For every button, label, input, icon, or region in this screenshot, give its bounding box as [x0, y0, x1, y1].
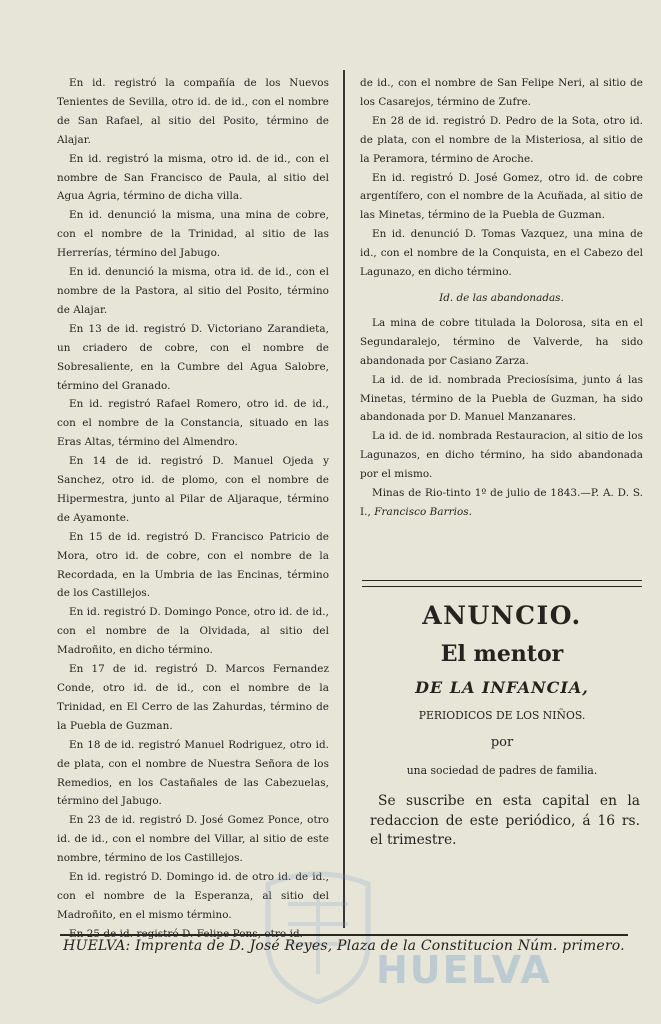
abandoned-mines-heading: Id. de las abandonadas.	[439, 291, 564, 304]
mine-registry-entry: En id. denunció la misma, otra id. de id., con el nombre de la Pastora, al sitio del Posito, término de Alajar.	[57, 266, 329, 316]
ad-society: una sociedad de padres de familia.	[406, 764, 598, 777]
mine-registry-entry: En id. registró la misma, otro id. de id., con el nombre de San Francisco de Paula, al sitio del Agua Agria, término de dicha villa.	[57, 152, 329, 203]
ad-title: El mentor	[440, 641, 564, 667]
ad-description: PERIODICOS DE LOS NIÑOS.	[418, 709, 586, 722]
signature: Francisco Barrios.	[374, 505, 473, 518]
closing-text: Minas de Rio-tinto 1º de julio de 1843.—P. A. D. S. I.,	[360, 487, 643, 518]
mine-registry-entry: En id. registró Rafael Romero, otro id. de id., con el nombre de la Constancia, situado en las Eras Altas, término del Almendro.	[57, 398, 329, 449]
printer-imprint: HUELVA: Imprenta de D. José Reyes, Plaza de la Constitucion Núm. primero.	[63, 938, 625, 954]
mine-registry-entry: En id. registró la compañía de los Nuevos Tenientes de Sevilla, otro id. de id., con el nombre de San Rafael, al sitio del Posito, término de Alajar.	[57, 77, 329, 146]
section-divider	[362, 580, 642, 587]
left-column	[57, 74, 329, 944]
abandoned-mine-entry: La id. de id. nombrada Restauracion, al sitio de los Lagunazos, en dicho término, ha sido abandonada por el mismo.	[360, 430, 643, 481]
mine-registry-entry: En 14 de id. registró D. Manuel Ojeda y Sanchez, otro id. de plomo, con el nombre de Hipermestra, junto al Pilar de Aljaraque, término de Ayamonte.	[57, 455, 329, 524]
mine-registry-entry: En 23 de id. registró D. José Gomez Ponce, otro id. de id., con el nombre del Villar, al sitio de este nombre, término de los Castillejos.	[57, 814, 329, 865]
closing-dateline	[360, 484, 643, 522]
ad-body: Se suscribe en esta capital en la redaccion de este periódico, á 16 rs. el trimestre.	[370, 793, 640, 848]
continued-entry: de id., con el nombre de San Felipe Neri, al sitio de los Casarejos, término de Zufre.	[360, 77, 643, 108]
ad-subtitle: DE LA INFANCIA,	[415, 678, 589, 697]
mine-registry-entry: En id. registró D. José Gomez, otro id. de cobre argentífero, con el nombre de la Acuñada, al sitio de las Minetas, término de la Puebla de Guzman.	[360, 171, 643, 222]
advertisement	[362, 596, 642, 851]
ad-por: por	[490, 735, 514, 750]
column-divider	[343, 70, 345, 928]
mine-registry-entry: En id. denunció la misma, una mina de cobre, con el nombre de la Trinidad, al sitio de las Herrerías, término del Jabugo.	[57, 209, 329, 260]
mine-registry-entry: En id. registró D. Domingo Ponce, otro id. de id., con el nombre de la Olvidada, al sitio del Madroñito, en dicho término.	[57, 606, 329, 657]
abandoned-mine-entry: La id. de id. nombrada Preciosísima, junto á las Minetas, término de la Puebla de Guzman, ha sido abandonada por D. Manuel Manzanares.	[360, 373, 643, 424]
ad-heading: ANUNCIO.	[422, 601, 582, 630]
mine-registry-entry: En 13 de id. registró D. Victoriano Zarandieta, un criadero de cobre, con el nombre de Sobresaliente, en la Cumbre del Agua Salobre, término del Granado.	[57, 322, 329, 392]
abandoned-mine-entry: La mina de cobre titulada la Dolorosa, sita en el Segundaralejo, término de Valverde, ha sido abandonada por Casiano Zarza.	[360, 316, 643, 367]
mine-registry-entry: En id. denunció D. Tomas Vazquez, una mina de id., con el nombre de la Conquista, en el Cabezo del Lagunazo, en dicho término.	[360, 228, 643, 279]
mine-registry-entry: En 28 de id. registró D. Pedro de la Sota, otro id. de plata, con el nombre de la Misteriosa, al sitio de la Peramora, término de Aroche.	[360, 114, 643, 165]
mine-registry-entry: En id. registró D. Domingo id. de otro id. de id., con el nombre de la Esperanza, al sitio del Madroñito, en el mismo término.	[57, 871, 329, 921]
mine-registry-entry: En 17 de id. registró D. Marcos Fernandez Conde, otro id. de id., con el nombre de la Trinidad, en El Cerro de las Zahurdas, término de la Puebla de Guzman.	[57, 663, 329, 732]
right-column	[360, 74, 643, 522]
watermark-text: HUELVA	[376, 948, 552, 992]
mine-registry-entry: En 15 de id. registró D. Francisco Patricio de Mora, otro id. de cobre, con el nombre de la Recordada, en la Umbria de las Encinas, término de los Castillejos.	[57, 530, 329, 600]
mine-registry-entry: En 18 de id. registró Manuel Rodriguez, otro id. de plata, con el nombre de Nuestra Señora de los Remedios, en los Castañales de las Cabezuelas, término del Jabugo.	[57, 738, 329, 808]
